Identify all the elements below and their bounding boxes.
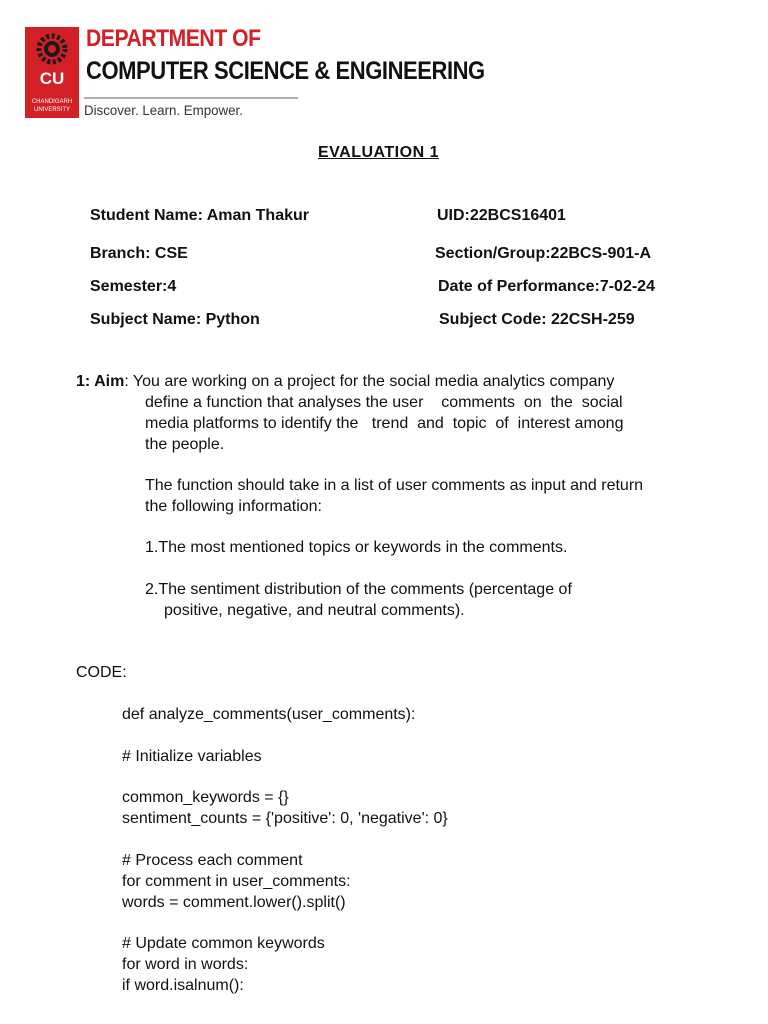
code-line: # Initialize variables (122, 748, 262, 765)
aim-para2-line1: The function should take in a list of user comments as input and return (145, 477, 644, 494)
code-line: words = comment.lower().split() (122, 894, 346, 911)
subject-name: Subject Name: Python (90, 311, 260, 328)
aim-text-line1: : You are working on a project for the social media analytics company (124, 373, 615, 390)
semester: Semester:4 (90, 278, 177, 295)
code-line: for word in words: (122, 956, 249, 973)
code-line: def analyze_comments(user_comments): (122, 706, 416, 723)
department-title-line2: COMPUTER SCIENCE & ENGINEERING (86, 57, 485, 85)
aim-para2-line2: the following information: (145, 498, 322, 515)
aim-first-line (76, 373, 614, 391)
aim-text-line4: the people. (145, 436, 225, 453)
aim-point2-line2: positive, negative, and neutral comments). (164, 602, 465, 619)
student-name: Student Name: Aman Thakur (90, 207, 309, 224)
section-group: Section/Group:22BCS-901-A (435, 245, 652, 262)
aim-point1: 1.The most mentioned topics or keywords in the comments. (145, 539, 568, 556)
code-line: sentiment_counts = {'positive': 0, 'negative': 0} (122, 810, 448, 827)
branch: Branch: CSE (90, 245, 188, 262)
aim-label: 1: Aim (76, 373, 125, 390)
aim-text-line2: define a function that analyses the user comments on the social (145, 394, 623, 411)
header-divider (84, 97, 298, 99)
tagline: Discover. Learn. Empower. (84, 102, 243, 118)
uid: UID:22BCS16401 (437, 207, 566, 224)
aim-point2-line1: 2.The sentiment distribution of the comments (percentage of (145, 581, 572, 598)
date-of-performance: Date of Performance:7-02-24 (438, 278, 655, 295)
code-line: # Update common keywords (122, 935, 325, 952)
logo-text: CU (39, 69, 65, 88)
department-title-line1: DEPARTMENT OF (86, 25, 261, 52)
code-line: for comment in user_comments: (122, 873, 351, 890)
document-title: EVALUATION 1 (318, 144, 439, 161)
code-line: if word.isalnum(): (122, 977, 244, 994)
code-line: common_keywords = {} (122, 789, 289, 806)
code-line: # Process each comment (122, 852, 303, 869)
logo-subtext-2: UNIVERSITY (33, 107, 71, 113)
aim-text-line3: media platforms to identify the trend and topic of interest among (145, 415, 624, 432)
code-label: CODE: (76, 664, 127, 681)
logo-subtext-1: CHANDIGARH (31, 99, 73, 105)
subject-code: Subject Code: 22CSH-259 (439, 311, 635, 328)
cu-logo (25, 27, 79, 118)
